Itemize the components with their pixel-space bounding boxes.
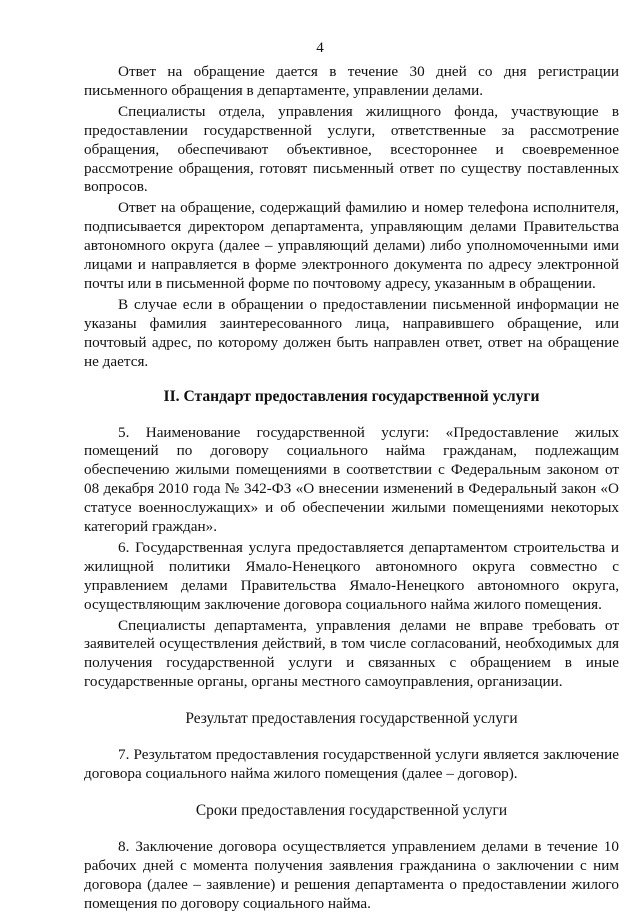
paragraph-result: 7. Результатом предоставления государственной услуги является заключение договора социального найма жилого помещения (далее – договор). bbox=[84, 746, 619, 783]
paragraph-service-name: 5. Наименование государственной услуги: «Предоставление жилых помещений по договору социального найма гражданам, подлежащим обеспечению жилыми помещениями в соответствии с Федеральным законом от 08 декабря 2010 года № 342-ФЗ «О внесении изменений в Федеральный закон «О статусе военнослужащих» и об обеспечении жилыми помещениями некоторых категорий граждан». bbox=[84, 423, 619, 536]
paragraph-no-extra-requirements: Специалисты департамента, управления делами не вправе требовать от заявителей осуществления действий, в том числе согласований, необходимых для получения государственной услуги и связанных с обращением в иные государственные органы, органы местного самоуправления, организации. bbox=[84, 616, 619, 691]
page-number: 4 bbox=[316, 40, 324, 56]
paragraph-response-term: Ответ на обращение дается в течение 30 дней со дня регистрации письменного обращения в департаменте, управлении делами. bbox=[84, 63, 619, 99]
subheading-terms: Сроки предоставления государственной услуги bbox=[195, 802, 508, 819]
paragraph-no-response: В случае если в обращении о предоставлении письменной информации не указаны фамилия заинтересованного лица, направившего обращение, или почтовый адрес, по которому должен быть направлен ответ, ответ на обращение не дается. bbox=[84, 295, 619, 370]
paragraph-specialists-review: Специалисты отдела, управления жилищного фонда, участвующие в предоставлении государственной услуги, ответственные за рассмотрение обращения, обеспечивают объективное, всестороннее и своевременное рассмотрение обращения, готовят письменный ответ по существу поставленных вопросов. bbox=[84, 102, 619, 196]
paragraph-response-signing: Ответ на обращение, содержащий фамилию и номер телефона исполнителя, подписывается директором департамента, управляющим делами Правительства автономного округа (далее – управляющий делами) либо уполномоченными ими лицами и направляется в форме электронного документа по адресу электронной почты или в письменной форме по почтовому адресу, указанным в обращении. bbox=[84, 199, 619, 292]
document-body bbox=[84, 63, 619, 916]
paragraph-service-provider: 6. Государственная услуга предоставляется департаментом строительства и жилищной политики Ямало-Ненецкого автономного округа совместно с управлением делами Правительства Ямало-Ненецкого автономного округа, осуществляющим заключение договора социального найма жилого помещения. bbox=[84, 538, 619, 613]
paragraph-terms: 8. Заключение договора осуществляется управлением делами в течение 10 рабочих дней с момента получения заявления гражданина о заключении с ним договора (далее – заявление) и решения департамента о предоставлении жилого помещения по договору социального найма. bbox=[84, 838, 619, 912]
subheading-result: Результат предоставления государственной услуги bbox=[185, 710, 518, 728]
section-heading-standard: II. Стандарт предоставления государственной услуги bbox=[163, 387, 540, 405]
